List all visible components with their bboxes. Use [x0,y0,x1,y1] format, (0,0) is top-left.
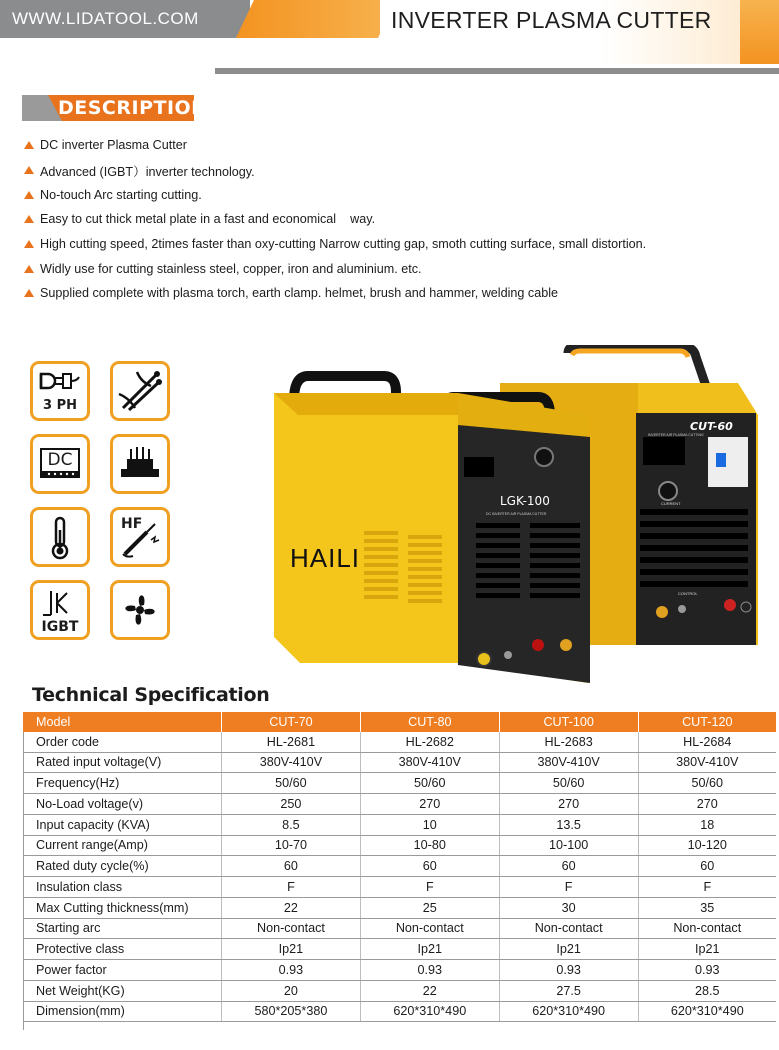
table-cell: 60 [360,856,499,877]
spec-title: Technical Specification [32,684,270,706]
row-label: Protective class [23,939,222,960]
dc-label: DC [47,450,73,470]
table-cell: 0.93 [360,960,499,981]
header-accent-stripe [236,0,396,38]
plasma-cutter-product-image [268,345,778,685]
header-cell: CUT-70 [222,712,361,732]
row-label: Starting arc [23,918,222,939]
table-row [23,897,776,918]
table-cell: 620*310*490 [499,1001,638,1022]
table-cell: 10-80 [360,835,499,856]
table-row [23,732,776,752]
header-divider [215,68,779,74]
three-phase-plug-icon [30,361,90,421]
torch-cable-icon [110,361,170,421]
table-cell: 0.93 [638,960,776,981]
table-cell: 380V-410V [638,752,776,773]
fan-icon [110,580,170,640]
table-cell: 0.93 [222,960,361,981]
list-item: DC inverter Plasma Cutter [24,133,646,158]
table-cell: 50/60 [638,773,776,794]
table-cell: 8.5 [222,814,361,835]
row-label: Insulation class [23,877,222,898]
row-label: Power factor [23,960,222,981]
table-cell: 250 [222,794,361,815]
table-cell: 380V-410V [499,752,638,773]
table-row [23,814,776,835]
table-cell: 50/60 [222,773,361,794]
bullet-triangle-icon [24,240,34,248]
table-cell: Ip21 [222,939,361,960]
table-cell: 60 [499,856,638,877]
table-cell: F [360,877,499,898]
front-model-label: LGK-100 [500,494,550,508]
table-row [23,752,776,773]
thermometer-icon [30,507,90,567]
header-cell: CUT-100 [499,712,638,732]
description-list [24,133,646,306]
table-cell: 30 [499,897,638,918]
table-cell: 270 [360,794,499,815]
bullet-triangle-icon [24,265,34,273]
table-cell: Ip21 [360,939,499,960]
dc-icon [30,434,90,494]
header-corner-accent [740,0,779,64]
table-cell: 10-100 [499,835,638,856]
table-cell: Non-contact [222,918,361,939]
table-cell: 380V-410V [360,752,499,773]
row-label: Net Weight(KG) [23,980,222,1001]
table-cell: 60 [638,856,776,877]
list-item: Easy to cut thick metal plate in a fast and economical way. [24,207,646,232]
igbt-icon [30,580,90,640]
row-label: Input capacity (KVA) [23,814,222,835]
front-brand-label: HAILI [290,543,361,573]
table-cell: F [638,877,776,898]
table-cell: 50/60 [360,773,499,794]
table-cell: 10 [360,814,499,835]
page-title: INVERTER PLASMA CUTTER [391,7,712,33]
table-cell: 10-120 [638,835,776,856]
table-cell: 35 [638,897,776,918]
table-cell: 270 [638,794,776,815]
back-sub-label: INVERTER AIR PLASMA CUTTING [648,433,704,437]
table-cell: 270 [499,794,638,815]
front-sub-label: DC INVERTER AIR PLASMA CUTTER [486,512,547,516]
table-cell: Ip21 [499,939,638,960]
table-cell: HL-2684 [638,732,776,752]
table-cell: 13.5 [499,814,638,835]
table-row [23,794,776,815]
table-cell: 380V-410V [222,752,361,773]
row-label: Rated input voltage(V) [23,752,222,773]
table-cell: HL-2682 [360,732,499,752]
table-row [23,856,776,877]
list-item: High cutting speed, 2times faster than oxy-cutting Narrow cutting gap, smoth cutting surface, small distortion. [24,232,646,257]
bullet-triangle-icon [24,141,34,149]
table-row [23,773,776,794]
header-cell: CUT-120 [638,712,776,732]
table-cell: HL-2683 [499,732,638,752]
table-cell: 620*310*490 [638,1001,776,1022]
table-cell: Non-contact [638,918,776,939]
table-row [23,1001,776,1022]
table-cell: 580*205*380 [222,1001,361,1022]
list-item: Advanced (IGBT）inverter technology. [24,158,646,183]
igbt-label: IGBT [41,619,79,635]
hf-torch-icon [110,507,170,567]
bullet-triangle-icon [24,289,34,297]
table-cell: 28.5 [638,980,776,1001]
description-heading-tab [22,95,208,121]
table-cell: 25 [360,897,499,918]
table-row [23,835,776,856]
lgk-100-machine [274,376,590,683]
row-label: No-Load voltage(v) [23,794,222,815]
table-cell: Ip21 [638,939,776,960]
hf-label: HF [121,516,143,532]
description-heading: DESCRIPTION [58,97,208,119]
table-cell: Non-contact [499,918,638,939]
list-item: No-touch Arc starting cutting. [24,182,646,207]
table-cell: 22 [360,980,499,1001]
bullet-triangle-icon [24,166,34,174]
row-label: Order code [23,732,222,752]
bullet-triangle-icon [24,215,34,223]
table-row [23,877,776,898]
table-cell: 27.5 [499,980,638,1001]
table-cell: Non-contact [360,918,499,939]
table-cell: F [222,877,361,898]
spec-table [23,712,776,1022]
list-item: Supplied complete with plasma torch, earth clamp. helmet, brush and hammer, welding cable [24,281,646,306]
row-label: Max Cutting thickness(mm) [23,897,222,918]
row-label: Rated duty cycle(%) [23,856,222,877]
table-header-row [23,712,776,732]
table-row [23,939,776,960]
table-row [23,980,776,1001]
table-cell: 22 [222,897,361,918]
site-url[interactable]: WWW.LIDATOOL.COM [12,9,199,28]
back-control-label: CONTROL [678,591,698,596]
list-item: Widly use for cutting stainless steel, copper, iron and aluminium. etc. [24,256,646,281]
table-row [23,960,776,981]
table-cell: 18 [638,814,776,835]
row-label: Frequency(Hz) [23,773,222,794]
table-cell: HL-2681 [222,732,361,752]
row-label: Current range(Amp) [23,835,222,856]
back-model-label: CUT-60 [690,420,733,433]
row-label: Dimension(mm) [23,1001,222,1022]
back-current-label: CURRENT [661,501,681,506]
three-phase-label: 3 PH [43,398,77,413]
table-cell: 10-70 [222,835,361,856]
table-cell: 50/60 [499,773,638,794]
table-cell: 620*310*490 [360,1001,499,1022]
table-cell: 60 [222,856,361,877]
table-cell: F [499,877,638,898]
heat-sink-icon [110,434,170,494]
header-cell: CUT-80 [360,712,499,732]
bullet-triangle-icon [24,191,34,199]
table-cell: 20 [222,980,361,1001]
table-cell: 0.93 [499,960,638,981]
table-row [23,918,776,939]
header-cell: Model [23,712,222,732]
